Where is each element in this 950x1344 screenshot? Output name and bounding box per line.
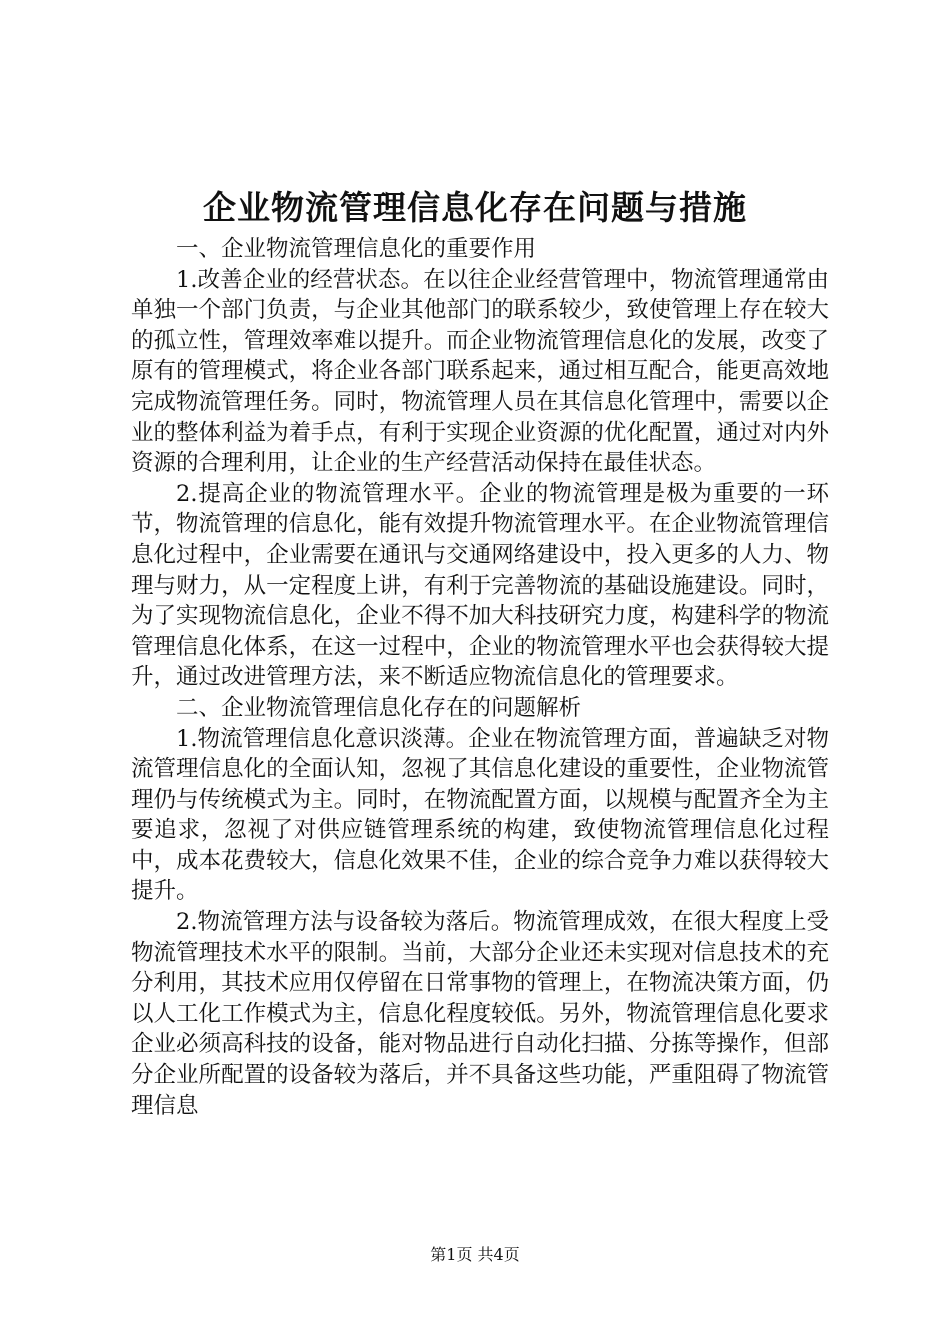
paragraph: 1.改善企业的经营状态。在以往企业经营管理中，物流管理通常由单独一个部门负责，与企业其他部门的联系较少，致使管理上存在较大的孤立性，管理效率难以提升。而企业物流管理信息化的发展，改变了原有的管理模式，将企业各部门联系起来，通过相互配合，能更高效地完成物流管理任务。同时，物流管理人员在其信息化管理中，需要以企业的整体利益为着手点，有利于实现企业资源的优化配置，通过对内外资源的合理利用，让企业的生产经营活动保持在最佳状态。: [131, 266, 829, 477]
document-body: [131, 234, 829, 1121]
paragraph: 1.物流管理信息化意识淡薄。企业在物流管理方面，普遍缺乏对物流管理信息化的全面认知，忽视了其信息化建设的重要性，企业物流管理仍与传统模式为主。同时，在物流配置方面，以规模与配置齐全为主要追求，忽视了对供应链管理系统的构建，致使物流管理信息化过程中，成本花费较大，信息化效果不佳，企业的综合竞争力难以获得较大提升。: [131, 725, 829, 905]
paragraph: 2.提高企业的物流管理水平。企业的物流管理是极为重要的一环节，物流管理的信息化，能有效提升物流管理水平。在企业物流管理信息化过程中，企业需要在通讯与交通网络建设中，投入更多的人力、物理与财力，从一定程度上讲，有利于完善物流的基础设施建设。同时，为了实现物流信息化，企业不得不加大科技研究力度，构建科学的物流管理信息化体系，在这一过程中，企业的物流管理水平也会获得较大提升，通过改进管理方法，来不断适应物流信息化的管理要求。: [131, 480, 829, 691]
section-heading-2: 二、企业物流管理信息化存在的问题解析: [176, 694, 582, 721]
page-footer: 第1页 共4页: [430, 1245, 520, 1264]
document-title: 企业物流管理信息化存在问题与措施: [203, 188, 747, 227]
paragraph: 2.物流管理方法与设备较为落后。物流管理成效，在很大程度上受物流管理技术水平的限制。当前，大部分企业还未实现对信息技术的充分利用，其技术应用仅停留在日常事物的管理上，在物流决策方面，仍以人工化工作模式为主，信息化程度较低。另外，物流管理信息化要求企业必须高科技的设备，能对物品进行自动化扫描、分拣等操作，但部分企业所配置的设备较为落后，并不具备这些功能，严重阻碍了物流管理信息: [131, 909, 829, 1119]
section-heading-1: 一、企业物流管理信息化的重要作用: [176, 236, 537, 262]
